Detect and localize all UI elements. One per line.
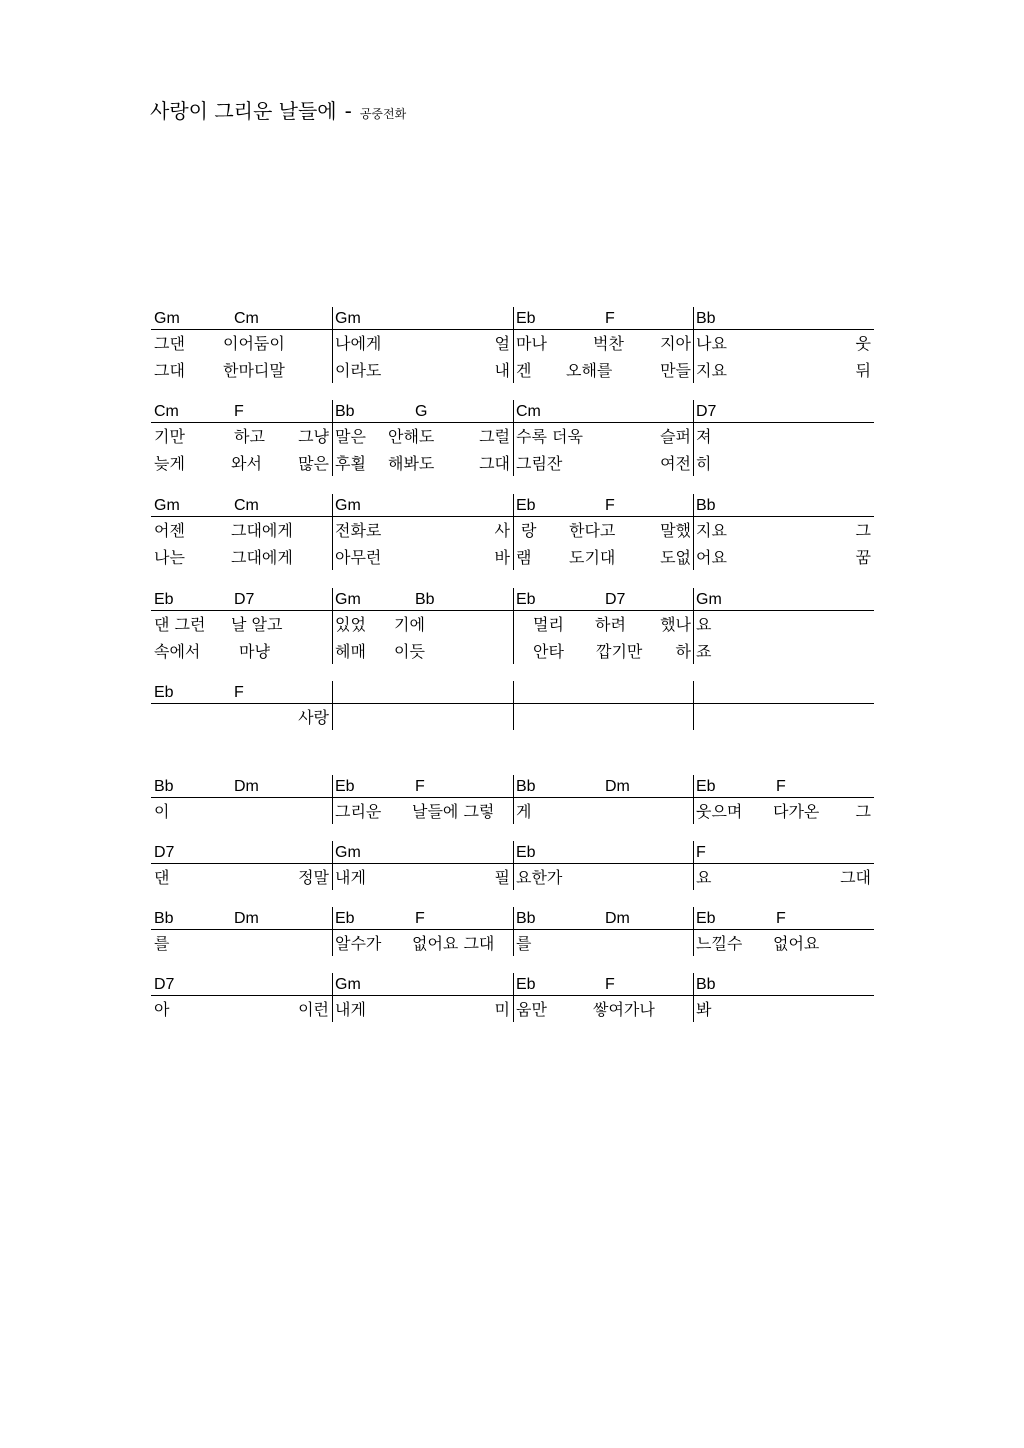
chord-symbol: Eb [516,591,536,608]
chord-symbol: F [605,310,615,327]
barline [693,775,694,824]
chord-system [151,400,874,477]
lyric-syllable: 겐 [516,361,532,380]
lyric-syllable: 이 [154,802,170,821]
chord-symbol: D7 [696,403,717,420]
lyric-syllable: 꿈 [855,548,871,567]
lyric-syllable: 한다고 [569,521,616,540]
barline [693,681,694,730]
lyric-syllable: 많은 [298,454,329,473]
lyric-syllable: 슬퍼 [660,427,691,446]
lyric-syllable: 멀리 [533,615,564,634]
lyric-syllable: 어요 [696,548,727,567]
chord-system [151,681,874,731]
lyric-syllable: 하고 [234,427,265,446]
chord-symbol: F [415,778,425,795]
chord-symbol: Gm [154,497,180,514]
chord-symbol: Gm [154,310,180,327]
lyric-syllable: 요 [696,868,712,887]
chord-symbol: F [776,910,786,927]
barline [332,681,333,730]
lyric-syllable: 그냥 [298,427,329,446]
lyric-syllable: 안타 [533,642,564,661]
chord-symbol: F [605,497,615,514]
lyric-syllable: 없어요 그대 [412,934,495,953]
barline [513,973,514,1022]
lyric-syllable: 를 [516,934,532,953]
chord-symbol: Gm [335,976,361,993]
lyric-syllable: 없어요 [773,934,820,953]
chord-symbol: Gm [335,844,361,861]
barline [332,494,333,570]
lyric-syllable: 그대 [479,454,510,473]
lyric-syllable: 알수가 [335,934,382,953]
chord-symbol: Eb [154,684,174,701]
barline [513,841,514,890]
barline [693,400,694,476]
lyric-syllable: 깝기만 [596,642,643,661]
song-title-main: 사랑이 그리운 날들에 [150,99,337,123]
lyric-syllable: 나요 [696,334,727,353]
lyric-syllable: 아 [154,1000,170,1019]
lyric-syllable: 요 [696,615,712,634]
barline [332,775,333,824]
chord-system [151,588,874,665]
barline [693,588,694,664]
lyric-syllable: 랑 [521,521,537,540]
chord-symbol: D7 [234,591,255,608]
chord-system [151,841,874,891]
lyric-syllable: 아무런 [335,548,382,567]
lyric-syllable: 그대 [840,868,871,887]
lyric-syllable: 하려 [595,615,626,634]
lyric-syllable: 기만 [154,427,185,446]
lyric-syllable: 와서 [231,454,262,473]
lyric-syllable: 만들 [660,361,691,380]
lyric-syllable: 얼 [494,334,510,353]
lyric-syllable: 사 [494,521,510,540]
chord-symbol: Eb [696,778,716,795]
chord-symbol: Eb [154,591,174,608]
lyric-syllable: 뒤 [855,361,871,380]
lyric-syllable: 도없 [660,548,691,567]
chord-system [151,973,874,1023]
lyric-syllable: 댄 [154,868,170,887]
lyric-syllable: 내 [494,361,510,380]
barline [693,307,694,383]
barline [332,588,333,664]
lyric-syllable: 봐 [696,1000,712,1019]
lyric-syllable: 웃 [855,334,871,353]
lyric-syllable: 웃으며 [696,802,743,821]
lyric-syllable: 다가온 [773,802,820,821]
barline [693,841,694,890]
lyric-syllable: 이런 [298,1000,329,1019]
lyric-syllable: 그리운 [335,802,382,821]
barline [513,400,514,476]
lyric-syllable: 안해도 [388,427,435,446]
chord-symbol: Eb [516,497,536,514]
chord-system [151,307,874,384]
chord-symbol: D7 [605,591,626,608]
lyric-syllable: 헤매 [335,642,366,661]
barline [693,494,694,570]
chord-symbol: Dm [234,778,259,795]
chord-symbol: Eb [516,310,536,327]
chord-symbol: Gm [696,591,722,608]
chord-symbol: Eb [696,910,716,927]
lyric-syllable: 내게 [335,868,366,887]
chord-symbol: Bb [696,310,716,327]
lyric-syllable: 그 [855,802,871,821]
barline [332,307,333,383]
barline [513,775,514,824]
chord-symbol: Gm [335,497,361,514]
chord-symbol: Bb [415,591,435,608]
chord-symbol: Eb [335,910,355,927]
lyric-syllable: 그 [855,521,871,540]
lyric-syllable: 게 [516,802,532,821]
lyric-syllable: 댄 그런 [154,615,206,634]
lyric-syllable: 움만 [516,1000,547,1019]
lyric-syllable: 미 [494,1000,510,1019]
lyric-syllable: 그댄 [154,334,185,353]
lyric-syllable: 램 [516,548,532,567]
lyric-syllable: 여전 [660,454,691,473]
lyric-syllable: 기에 [394,615,425,634]
lyric-syllable: 그대 [154,361,185,380]
lyric-syllable: 죠 [696,642,712,661]
lyric-syllable: 를 [154,934,170,953]
chord-symbol: Eb [335,778,355,795]
lyric-syllable: 마나 [516,334,547,353]
barline [513,681,514,730]
chord-symbol: F [605,976,615,993]
chord-symbol: F [234,684,244,701]
lyric-syllable: 이듯 [394,642,425,661]
chord-symbol: Bb [696,976,716,993]
chord-symbol: Cm [234,497,259,514]
chord-symbol: Bb [154,778,174,795]
chord-symbol: Bb [335,403,355,420]
barline [332,907,333,956]
lyric-syllable: 요한가 [516,868,563,887]
lyric-syllable: 나에게 [335,334,382,353]
lyric-syllable: 그대에게 [231,548,293,567]
lyric-syllable: 지요 [696,361,727,380]
lyric-syllable: 한마디말 [223,361,285,380]
chord-symbol: D7 [154,844,175,861]
lyric-syllable: 나는 [154,548,185,567]
lyric-syllable: 벅찬 [593,334,624,353]
chord-symbol: Dm [605,910,630,927]
lyric-syllable: 해봐도 [388,454,435,473]
lyric-syllable: 후횔 [335,454,366,473]
lyric-syllable: 마냥 [239,642,270,661]
chord-system [151,494,874,571]
chord-symbol: F [696,844,706,861]
barline [332,973,333,1022]
lyric-syllable: 하 [675,642,691,661]
chord-symbol: D7 [154,976,175,993]
song-artist: 공중전화 [359,107,407,121]
lyric-syllable: 바 [494,548,510,567]
lyric-syllable: 지요 [696,521,727,540]
barline [332,841,333,890]
title-dash: - [344,99,352,123]
chord-symbol: F [776,778,786,795]
barline [513,588,514,664]
chord-symbol: F [415,910,425,927]
chord-system [151,775,874,825]
lyric-syllable: 그대에게 [231,521,293,540]
chord-symbol: G [415,403,428,420]
chord-symbol: Eb [516,976,536,993]
chord-symbol: Bb [696,497,716,514]
lyric-syllable: 사랑 [298,708,329,727]
lyric-syllable: 내게 [335,1000,366,1019]
lyric-syllable: 지아 [660,334,691,353]
lyric-syllable: 필 [494,868,510,887]
lyric-syllable: 늦게 [154,454,185,473]
lyric-syllable: 이라도 [335,361,382,380]
barline [332,400,333,476]
chord-symbol: Bb [516,910,536,927]
chord-system [151,907,874,957]
lyric-syllable: 날 알고 [231,615,283,634]
lyric-syllable: 히 [696,454,712,473]
lyric-syllable: 쌓여가나 [593,1000,655,1019]
barline [513,907,514,956]
lyric-syllable: 속에서 [154,642,201,661]
lyric-syllable: 져 [696,427,712,446]
lyric-syllable: 수록 더욱 [516,427,583,446]
lyric-syllable: 전화로 [335,521,382,540]
lyric-syllable: 정말 [298,868,329,887]
barline [693,907,694,956]
lyric-syllable: 이어둠이 [223,334,285,353]
lyric-syllable: 날들에 그렇 [412,802,495,821]
lyric-syllable: 말했 [660,521,691,540]
lyric-syllable: 도기대 [569,548,616,567]
chord-symbol: Gm [335,310,361,327]
chord-symbol: Bb [516,778,536,795]
song-title [150,95,406,124]
chord-symbol: Cm [516,403,541,420]
lyric-syllable: 그림잔 [516,454,563,473]
lyric-syllable: 했나 [660,615,691,634]
lyric-syllable: 그럴 [479,427,510,446]
barline [693,973,694,1022]
lyric-syllable: 말은 [335,427,366,446]
lyric-syllable: 있었 [335,615,366,634]
chord-symbol: Gm [335,591,361,608]
lyric-syllable: 어젠 [154,521,185,540]
lyric-syllable: 느낄수 [696,934,743,953]
barline [513,494,514,570]
barline [513,307,514,383]
chord-symbol: Cm [234,310,259,327]
chord-symbol: Bb [154,910,174,927]
chord-symbol: Dm [605,778,630,795]
chord-symbol: Eb [516,844,536,861]
chord-symbol: Dm [234,910,259,927]
chord-symbol: Cm [154,403,179,420]
lyric-syllable: 오해를 [566,361,613,380]
chord-symbol: F [234,403,244,420]
